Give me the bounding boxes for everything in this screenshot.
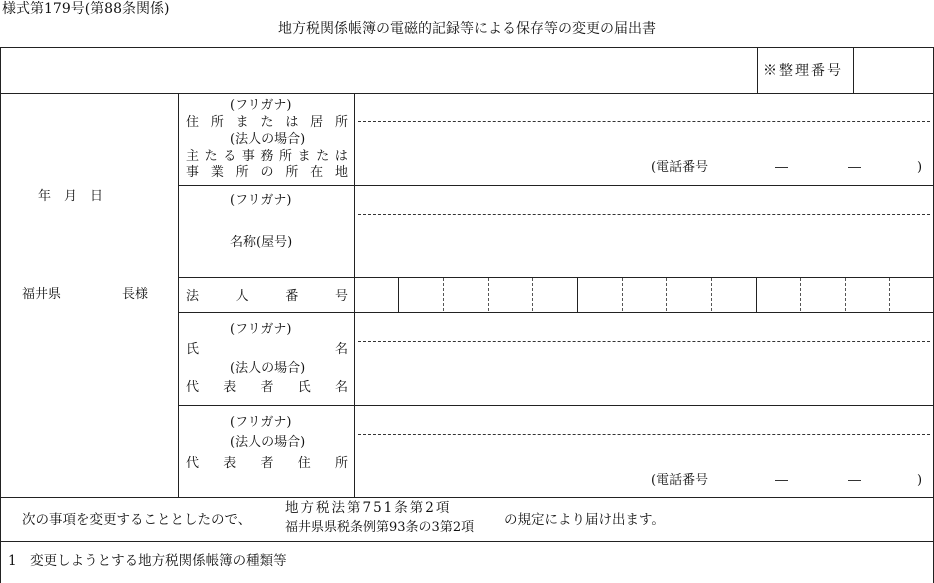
- office-location-label: 事 業 所 の 所 在 地: [186, 165, 348, 180]
- rep-phone-close: ): [917, 473, 923, 488]
- statement-law-2: 福井県県税条例第93条の3第2項: [285, 520, 475, 535]
- name-furigana-field[interactable]: [356, 188, 932, 212]
- name-field[interactable]: [356, 218, 932, 274]
- hojin-case-label: (法人の場合): [230, 132, 306, 147]
- address-field[interactable]: [356, 124, 932, 156]
- seiri-number-field[interactable]: [854, 48, 932, 92]
- rep-furigana-label: (フリガナ): [230, 322, 292, 337]
- rep-address-label: 代 表 者 住 所: [186, 456, 348, 471]
- item-1-heading: 1 変更しようとする地方税関係帳簿の種類等: [8, 553, 287, 569]
- statement-law-1: 地方税法第751条第2項: [285, 500, 452, 516]
- form-number: 様式第179号(第88条関係): [2, 1, 170, 17]
- date-label: 年 月 日: [38, 189, 104, 204]
- shimei-label: 氏 名: [186, 342, 348, 357]
- phone-dash-2: ―: [848, 160, 861, 175]
- address-label: 住 所 ま た は 居 所: [186, 115, 348, 130]
- statement-prefix: 次の事項を変更することとしたので、: [22, 512, 252, 528]
- phone-dash-1: ―: [775, 160, 788, 175]
- rep-address-field[interactable]: [356, 437, 932, 469]
- rep-addr-furigana-label: (フリガナ): [230, 415, 292, 430]
- recipient-pref: 福井県: [22, 287, 62, 302]
- rep-phone-dash-2: ―: [848, 473, 861, 488]
- phone-label: (電話番号: [651, 160, 709, 175]
- form-title: 地方税関係帳簿の電磁的記録等による保存等の変更の届出書: [278, 21, 656, 37]
- rep-phone-dash-1: ―: [775, 473, 788, 488]
- phone-close: ): [917, 160, 923, 175]
- statement-suffix: の規定により届け出ます。: [504, 512, 665, 528]
- main-office-label: 主 た る 事 務 所 ま た は: [186, 149, 348, 164]
- furigana-label: (フリガナ): [230, 98, 292, 113]
- recipient-chief: 長様: [122, 287, 149, 302]
- name-furigana-label: (フリガナ): [230, 193, 292, 208]
- rep-address-furigana-field[interactable]: [356, 408, 932, 432]
- rep-hojin-case-label: (法人の場合): [230, 361, 306, 376]
- corp-number-label: 法 人 番 号: [186, 289, 348, 304]
- rep-name-label: 代 表 者 氏 名: [186, 380, 348, 395]
- seiri-number-label: ※整理番号: [763, 63, 843, 79]
- rep-addr-hojin-case-label: (法人の場合): [230, 435, 306, 450]
- corp-number-field[interactable]: [356, 279, 932, 311]
- rep-furigana-field[interactable]: [356, 315, 932, 339]
- rep-name-field[interactable]: [356, 344, 932, 402]
- address-furigana-field[interactable]: [356, 95, 932, 119]
- name-label: 名称(屋号): [230, 235, 293, 250]
- rep-phone-label: (電話番号: [651, 473, 709, 488]
